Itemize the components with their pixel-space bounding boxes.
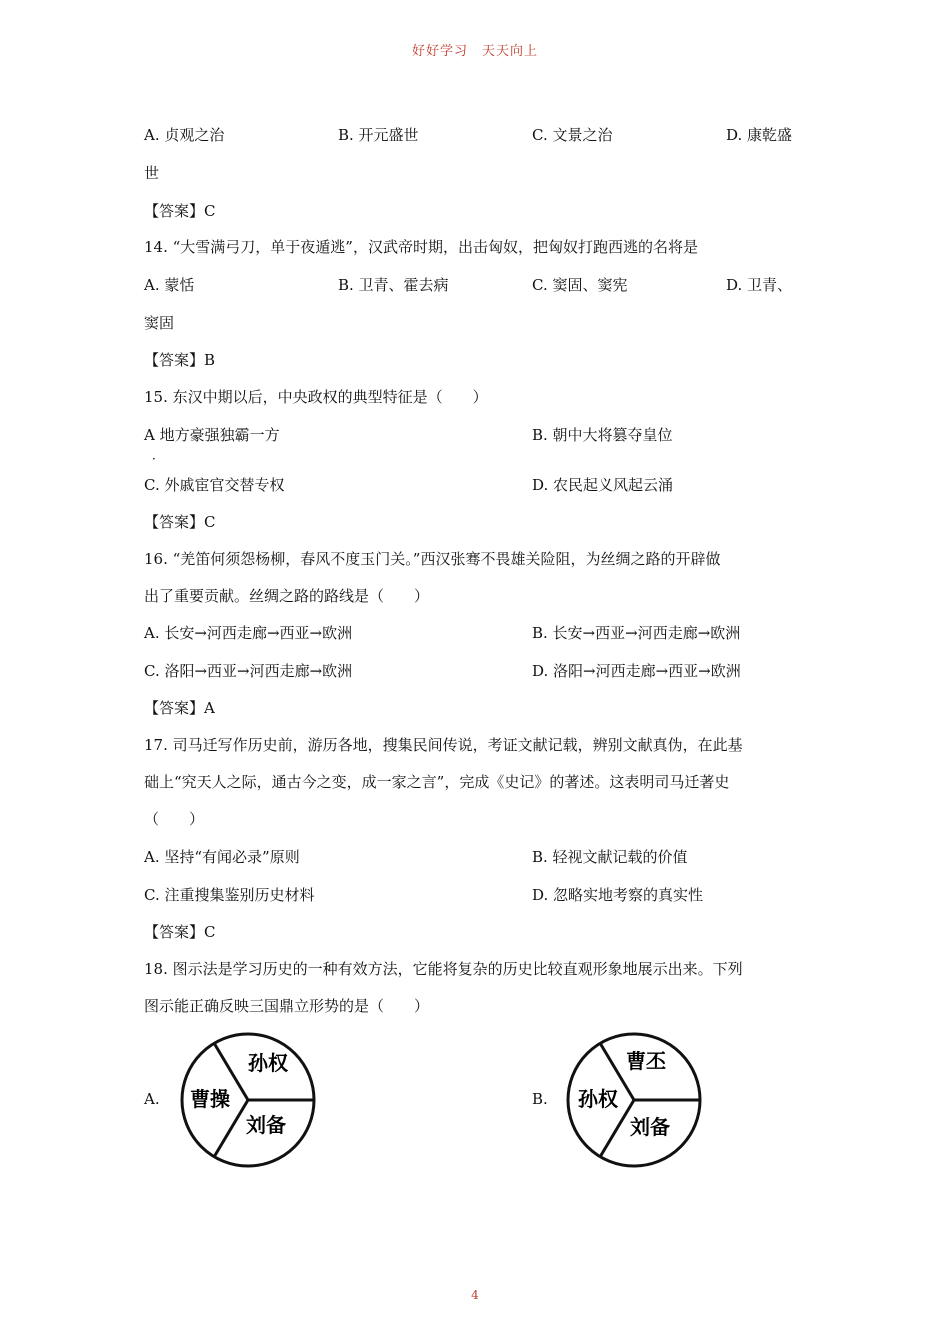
q15-option-a: A 地方豪强独霸一方 — [144, 426, 280, 444]
diagram-a-left-label: 曹操 — [190, 1087, 230, 1111]
q13-option-a: A. 贞观之治 — [144, 126, 225, 144]
q14-option-c: C. 窦固、窦宪 — [532, 276, 628, 294]
q17-stem-line-1: 17. 司马迁写作历史前，游历各地，搜集民间传说，考证文献记载，辨别文献真伪，在此基 — [144, 736, 743, 754]
q17-option-d: D. 忽略实地考察的真实性 — [532, 886, 704, 904]
q17-stem-line-2: 础上“究天人之际，通古今之变，成一家之言”，完成《史记》的著述。这表明司马迁著史 — [144, 773, 730, 791]
q18-stem-line-2: 图示能正确反映三国鼎立形势的是（ ） — [144, 997, 430, 1015]
q15-stem: 15. 东汉中期以后，中央政权的典型特征是（ ） — [144, 388, 488, 406]
diagram-a-top-right-label: 孙权 — [248, 1051, 288, 1075]
q14-stem: 14. “大雪满弓刀，单于夜遁逃”，汉武帝时期，出击匈奴，把匈奴打跑西逃的名将是 — [144, 238, 698, 256]
q16-option-c: C. 洛阳→西亚→河西走廊→欧洲 — [144, 662, 353, 680]
q13-option-c: C. 文景之治 — [532, 126, 613, 144]
q16-stem-line-1: 16. “羌笛何须怨杨柳，春风不度玉门关。”西汉张骞不畏雄关险阻，为丝绸之路的开辟做 — [144, 550, 721, 568]
q13-option-d-cont: 世 — [144, 164, 160, 182]
q18-diagram-a — [176, 1032, 320, 1172]
q14-answer: 【答案】B — [144, 351, 216, 369]
q15-option-b: B. 朝中大将篡夺皇位 — [532, 426, 673, 444]
page-number: 4 — [471, 1288, 479, 1302]
q16-option-d: D. 洛阳→河西走廊→西亚→欧洲 — [532, 662, 741, 680]
q16-answer: 【答案】A — [144, 699, 215, 717]
q15-option-d: D. 农民起义风起云涌 — [532, 476, 674, 494]
q13-option-d: D. 康乾盛 — [726, 126, 793, 144]
q15-answer: 【答案】C — [144, 513, 216, 531]
q18-diagram-b — [562, 1032, 706, 1172]
q16-stem-line-2: 出了重要贡献。丝绸之路的路线是（ ） — [144, 587, 430, 605]
q17-option-c: C. 注重搜集鉴别历史材料 — [144, 886, 315, 904]
q18-diagram-a-label: A. — [144, 1090, 160, 1108]
diagram-b-top-right-label: 曹丕 — [626, 1049, 666, 1073]
diagram-b-bottom-right-label: 刘备 — [630, 1115, 670, 1139]
diagram-b-left-label: 孙权 — [578, 1087, 618, 1111]
q13-answer: 【答案】C — [144, 202, 216, 220]
q14-option-b: B. 卫青、霍去病 — [338, 276, 449, 294]
q16-option-a: A. 长安→河西走廊→西亚→欧洲 — [144, 624, 353, 642]
q15-option-c: C. 外戚宦官交替专权 — [144, 476, 285, 494]
q18-diagram-b-label: B. — [532, 1090, 548, 1108]
q16-option-b: B. 长安→西亚→河西走廊→欧洲 — [532, 624, 741, 642]
q17-stem-line-3: （ ） — [144, 810, 205, 828]
q17-option-b: B. 轻视文献记载的价值 — [532, 848, 688, 866]
q14-option-d: D. 卫青、 — [726, 276, 793, 294]
page-header: 好好学习 天天向上 — [411, 44, 538, 59]
q14-option-a: A. 蒙恬 — [144, 276, 195, 294]
q17-answer: 【答案】C — [144, 923, 216, 941]
q14-option-d-cont: 窦固 — [144, 314, 175, 332]
q13-option-b: B. 开元盛世 — [338, 126, 419, 144]
q18-stem-line-1: 18. 图示法是学习历史的一种有效方法，它能将复杂的历史比较直观形象地展示出来。下列 — [144, 960, 743, 978]
q15-option-a-dot: ． — [152, 448, 165, 462]
diagram-a-bottom-right-label: 刘备 — [246, 1113, 286, 1137]
q17-option-a: A. 坚持“有闻必录”原则 — [144, 848, 300, 866]
